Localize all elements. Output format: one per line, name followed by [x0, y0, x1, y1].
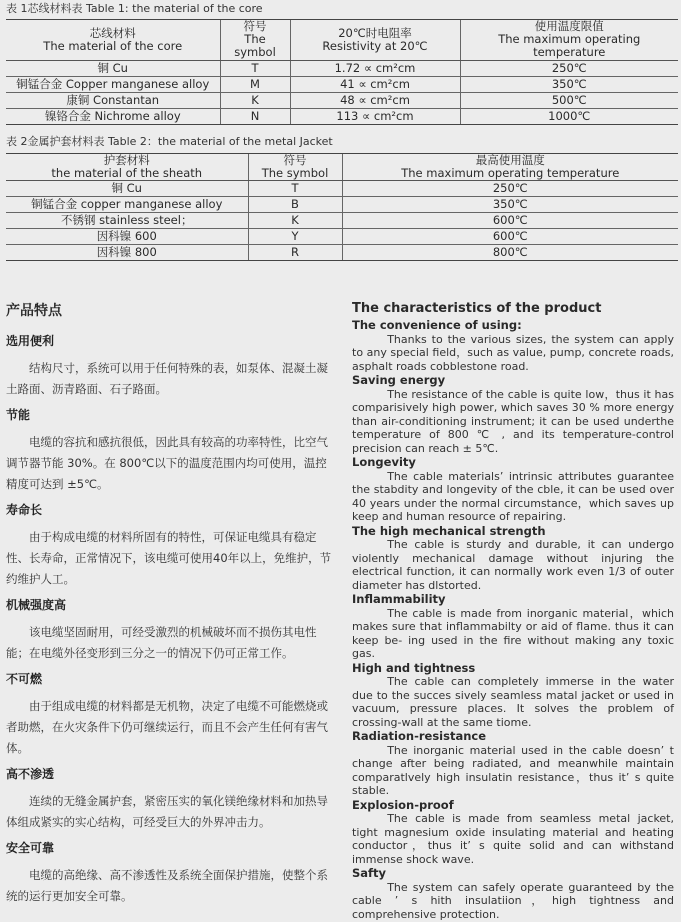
col-header-temperature: 使用温度限值 The maximum operating temperature [460, 20, 678, 61]
cn-paragraph: 电缆的容抗和感抗很低，因此具有较高的功率特性，比空气调节器节能 30%。在 800℃以下的温度范围内均可使用，温控精度可达到 ±5℃。 [6, 435, 328, 491]
cell-material: 因科镍 800 [6, 245, 248, 261]
cell-temperature: 500℃ [460, 92, 678, 108]
table-row [6, 213, 678, 229]
cell-resistivity: 113 ∝ cm²cm [290, 108, 460, 124]
cell-symbol: Y [248, 229, 342, 245]
cn-paragraph: 由于构成电缆的材料所固有的特性，可保证电缆具有稳定性、长寿命，正常情况下，该电缆可使用40年以上，免维护，节约维护人工。 [6, 530, 332, 586]
en-paragraph: The cable materials’ intrinsic attributes guarantee the stabdity and longevity of the cble, it can be used over 40 years under the normal circumstance，which saves up keep and human resource of repairing. [352, 469, 674, 523]
en-paragraph: The resistance of the cable is quite low，thus it has comparisively high power, which saves 30 % more energy than air-conditioning instrument; it can be used underthe temperature of 800 ℃ , and its temperature-control precision can reach ± 5℃. [352, 387, 674, 455]
cell-material: 铜 Cu [6, 181, 248, 197]
cell-temperature: 250℃ [460, 60, 678, 76]
table-row [6, 92, 678, 108]
col-header-symbol: 符号 The symbol [220, 20, 290, 61]
cell-material: 铜锰合金 copper manganese alloy [6, 197, 248, 213]
en-paragraph: The cable can completely immerse in the water due to the succes sively seamless matal jacket or used in vacuum, pressure places. It solves the problem of crossing-wall at the same tiome. [352, 675, 674, 729]
table-row [6, 245, 678, 261]
en-paragraph: The system can safely operate guaranteed by the cable ’ s hith insulatiion，high tightness and comprehensive protection. [352, 880, 674, 921]
table1-caption: 表 1芯线材料表 Table 1: the material of the core [6, 2, 263, 15]
table-row [6, 60, 678, 76]
cn-heading: 不可燃 [6, 672, 43, 686]
en-features-column [352, 301, 674, 922]
cn-paragraph: 电缆的高绝缘、高不渗透性及系统全面保护措施，使整个系统的运行更加安全可靠。 [6, 868, 328, 903]
cn-heading: 节能 [6, 408, 31, 422]
cn-paragraph: 连续的无缝金属护套，紧密压实的氧化镁绝缘材料和加热导体组成紧实的实心结构，可经受巨大的外界冲击力。 [6, 794, 328, 829]
cell-material: 铜 Cu [6, 60, 220, 76]
en-heading: Safty [352, 866, 387, 880]
col-header-sheath: 护套材料 the material of the sheath [6, 154, 248, 181]
en-heading: High and tightness [352, 660, 476, 675]
table-row [6, 229, 678, 245]
cell-symbol: M [220, 76, 290, 92]
en-paragraph: The cable is sturdy and durable, it can undergo violently mechanical damage without injuring the electrical function, it can normally work even 1/3 of outer diameter has dlstorted. [352, 538, 674, 592]
cell-resistivity: 1.72 ∝ cm²cm [290, 60, 460, 76]
cn-heading: 寿命长 [6, 503, 43, 517]
table-row [6, 197, 678, 213]
table-row [6, 76, 678, 92]
cell-symbol: K [248, 213, 342, 229]
en-heading: Longevity [352, 455, 416, 469]
col-header-resistivity: 20℃时电阻率 Resistivity at 20℃ [290, 20, 460, 61]
cn-heading: 安全可靠 [6, 841, 55, 855]
cn-paragraph: 该电缆坚固耐用，可经受激烈的机械破坏而不损伤其电性能；在电缆外径变形到三分之一的情况下仍可正常工作。 [6, 625, 317, 660]
en-paragraph: The cable is made from inorganic material，which makes sure that inflammabilty or aid of flame. thus it can keep be- ing used in the fire without making any toxic gas. [352, 606, 674, 660]
cn-features-column [6, 300, 336, 913]
table2-caption: 表 2金属护套材料表 Table 2：the material of the metal Jacket [6, 135, 333, 148]
col-header-material: 芯线材料 The material of the core [6, 20, 220, 61]
en-heading: The convenience of using: [352, 318, 522, 332]
cell-temperature: 600℃ [342, 229, 678, 245]
cell-symbol: R [248, 245, 342, 261]
cell-material: 镍铬合金 Nichrome alloy [6, 108, 220, 124]
cell-resistivity: 41 ∝ cm²cm [290, 76, 460, 92]
jacket-material-table [6, 153, 678, 261]
core-material-table [6, 19, 678, 125]
table-row [6, 181, 678, 197]
cell-temperature: 250℃ [342, 181, 678, 197]
cell-symbol: B [248, 197, 342, 213]
en-paragraph: The cable is made from seamless metal jacket, tight magnesium oxide insulating material and heating conductor，thus it’ s quite solid and can withstand immense shock wave. [352, 812, 674, 866]
cn-paragraph: 由于组成电缆的材料都是无机物，决定了电缆不可能燃烧或者助燃，在火灾条件下仍可继续运行，而且不会产生任何有害气体。 [6, 699, 328, 755]
cn-heading: 高不渗透 [6, 767, 55, 781]
cell-symbol: N [220, 108, 290, 124]
en-section-title: The characteristics of the product [352, 301, 602, 316]
cell-symbol: T [248, 181, 342, 197]
cn-heading: 机械强度高 [6, 598, 67, 612]
cell-material: 铜锰合金 Copper manganese alloy [6, 76, 220, 92]
cell-material: 不锈钢 stainless steel； [6, 213, 248, 229]
cell-resistivity: 48 ∝ cm²cm [290, 92, 460, 108]
cell-temperature: 600℃ [342, 213, 678, 229]
en-heading: Saving energy [352, 373, 446, 387]
table-row [6, 108, 678, 124]
en-paragraph: Thanks to the various sizes, the system can apply to any special field，such as value, pump, concrete roads, asphalt roads cobblestone road. [352, 332, 674, 373]
cell-symbol: K [220, 92, 290, 108]
en-heading: Inflammability [352, 592, 446, 606]
en-heading: The high mechanical strength [352, 523, 546, 538]
cell-temperature: 800℃ [342, 245, 678, 261]
cn-heading: 选用便利 [6, 334, 55, 348]
cell-material: 因科镍 600 [6, 229, 248, 245]
en-paragraph: The inorganic material used in the cable doesn’ t change after being radiated, and meanwhile maintain comparatlvely high insulatin resistance，thus it’ s quite stable. [352, 743, 674, 797]
cell-temperature: 1000℃ [460, 108, 678, 124]
en-heading: Radiation-resistance [352, 729, 487, 743]
cell-temperature: 350℃ [460, 76, 678, 92]
cell-temperature: 350℃ [342, 197, 678, 213]
col-header-temperature: 最高使用温度 The maximum operating temperature [342, 154, 678, 181]
cell-symbol: T [220, 60, 290, 76]
cn-section-title: 产品特点 [6, 303, 62, 319]
cn-paragraph: 结构尺寸，系统可以用于任何特殊的表，如泵体、混凝土凝土路面、沥青路面、石子路面。 [6, 361, 328, 396]
cell-material: 康铜 Constantan [6, 92, 220, 108]
en-heading: Explosion-proof [352, 797, 454, 812]
col-header-symbol: 符号 The symbol [248, 154, 342, 181]
